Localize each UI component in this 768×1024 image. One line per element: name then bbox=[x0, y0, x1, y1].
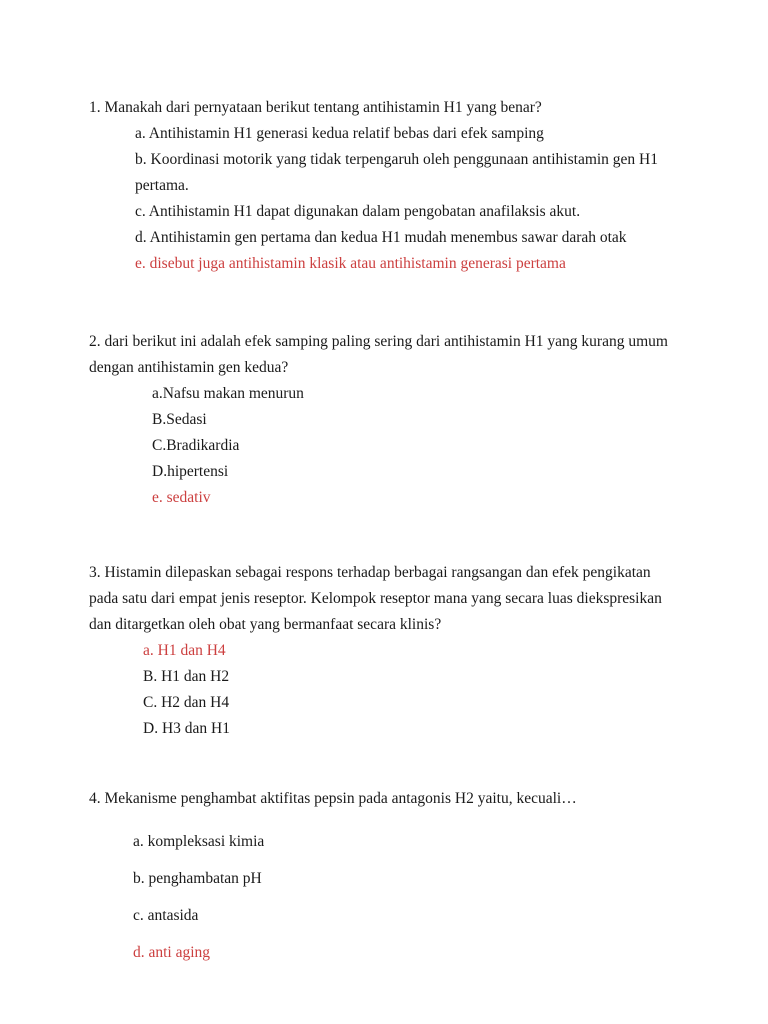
option-list-4 bbox=[89, 823, 668, 971]
option-4a[interactable]: a. kompleksasi kimia bbox=[133, 833, 265, 850]
question-block-3 bbox=[89, 560, 668, 742]
option-list-1 bbox=[89, 121, 668, 277]
option-3b[interactable]: B. H1 dan H2 bbox=[143, 668, 230, 685]
option-list-2 bbox=[89, 381, 668, 511]
option-3c[interactable]: C. H2 dan H4 bbox=[143, 694, 230, 711]
question-stem-2: 2. dari berikut ini adalah efek samping paling sering dari antihistamin H1 yang kurang umum dengan antihistamin gen kedua? bbox=[89, 333, 672, 376]
option-1c[interactable]: c. Antihistamin H1 dapat digunakan dalam pengobatan anafilaksis akut. bbox=[135, 203, 581, 220]
option-2e[interactable]: e. sedativ bbox=[152, 489, 211, 506]
option-2b[interactable]: B.Sedasi bbox=[152, 411, 207, 428]
option-1a[interactable]: a. Antihistamin H1 generasi kedua relatif bebas dari efek samping bbox=[135, 125, 544, 142]
question-stem-1: 1. Manakah dari pernyataan berikut tentang antihistamin H1 yang benar? bbox=[89, 99, 542, 116]
option-4c[interactable]: c. antasida bbox=[133, 907, 199, 924]
question-stem-3: 3. Histamin dilepaskan sebagai respons terhadap berbagai rangsangan dan efek pengikatan pada satu dari empat jenis reseptor. Kelompok reseptor mana yang secara luas diekspresikan dan ditargetkan oleh obat yang bermanfaat secara klinis? bbox=[89, 564, 666, 633]
question-block-2 bbox=[89, 329, 672, 511]
option-4d[interactable]: d. anti aging bbox=[133, 944, 211, 961]
question-block-4 bbox=[89, 786, 668, 971]
option-1d[interactable]: d. Antihistamin gen pertama dan kedua H1 mudah menembus sawar darah otak bbox=[135, 229, 627, 246]
option-2a[interactable]: a.Nafsu makan menurun bbox=[152, 385, 304, 402]
option-4b[interactable]: b. penghambatan pH bbox=[133, 870, 262, 887]
option-1b[interactable]: b. Koordinasi motorik yang tidak terpengaruh oleh penggunaan antihistamin gen H1 pertama. bbox=[135, 151, 662, 194]
option-3d[interactable]: D. H3 dan H1 bbox=[143, 720, 230, 737]
question-block-1 bbox=[89, 95, 668, 277]
option-2d[interactable]: D.hipertensi bbox=[152, 463, 229, 480]
option-2c[interactable]: C.Bradikardia bbox=[152, 437, 240, 454]
option-3a[interactable]: a. H1 dan H4 bbox=[143, 642, 226, 659]
option-1e[interactable]: e. disebut juga antihistamin klasik atau antihistamin generasi pertama bbox=[135, 255, 566, 272]
question-stem-4: 4. Mekanisme penghambat aktifitas pepsin pada antagonis H2 yaitu, kecuali… bbox=[89, 790, 577, 807]
option-list-3 bbox=[89, 638, 668, 742]
